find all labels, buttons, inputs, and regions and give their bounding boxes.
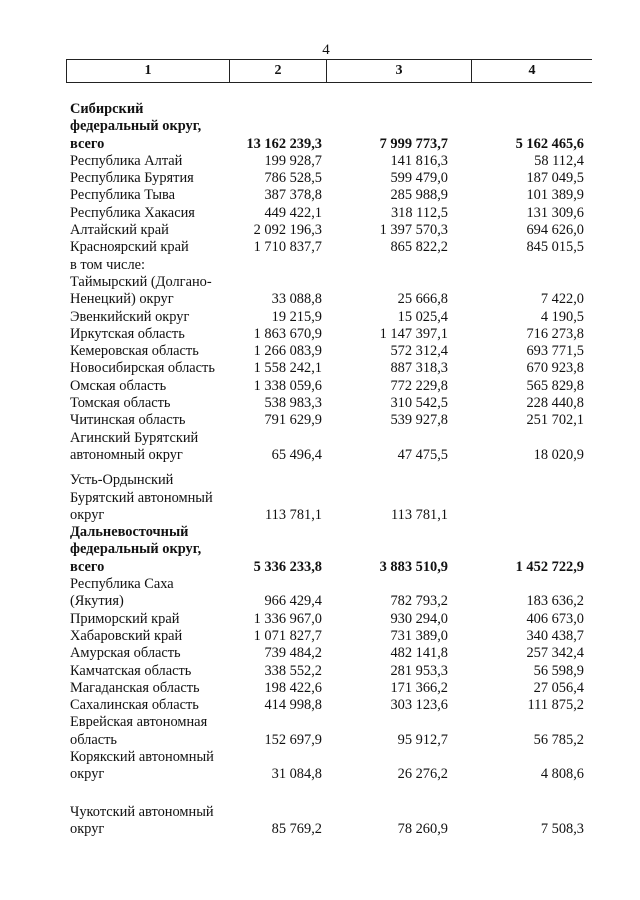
value-cell-v3: 406 673,0 <box>526 610 584 627</box>
value-cell-v3: 1 452 722,9 <box>515 558 584 575</box>
value-cell-v3: 183 636,2 <box>526 593 584 610</box>
value-cell-v2: 318 112,5 <box>390 204 448 221</box>
value-cell-v3: 56 785,2 <box>533 731 584 748</box>
value-cell-v2: 539 927,8 <box>390 412 448 429</box>
row-label <box>70 628 230 645</box>
row-label-line: Алтайский край <box>70 222 169 239</box>
row-label-line: Магаданская область <box>70 679 200 696</box>
row-label <box>70 472 230 524</box>
row-label <box>70 205 230 222</box>
row-label <box>70 663 230 680</box>
value-cell-v1: 65 496,4 <box>271 446 322 463</box>
row-label <box>70 645 230 662</box>
table-row <box>0 187 640 204</box>
table-row <box>0 291 640 308</box>
row-label <box>70 187 230 204</box>
row-label-line: Агинский Бурятский <box>70 429 199 446</box>
table-row <box>0 343 640 360</box>
data-table-body <box>0 101 640 838</box>
value-cell-v1: 19 215,9 <box>271 308 322 325</box>
row-label-line: Приморский край <box>70 610 180 627</box>
row-label-line: Корякский автономный <box>70 748 214 765</box>
value-cell-v1: 198 422,6 <box>264 679 322 696</box>
value-cell-v2: 1 147 397,1 <box>379 325 448 342</box>
value-cell-v1: 13 162 239,3 <box>246 135 322 152</box>
value-cell-v3: 131 309,6 <box>526 204 584 221</box>
value-cell-v1: 387 378,8 <box>264 187 322 204</box>
value-cell-v1: 113 781,1 <box>264 506 322 523</box>
value-cell-v2: 930 294,0 <box>390 610 448 627</box>
value-cell-v2: 731 389,0 <box>390 627 448 644</box>
value-cell-v1: 33 088,8 <box>271 291 322 308</box>
value-cell-v2: 303 123,6 <box>390 697 448 714</box>
row-label-line: Республика Саха <box>70 576 174 593</box>
row-label-line: Сибирский <box>70 101 144 117</box>
row-label <box>70 239 230 291</box>
table-row <box>0 205 640 222</box>
row-label <box>70 697 230 714</box>
row-label <box>70 430 230 465</box>
column-header-1: 1 <box>67 60 230 83</box>
value-cell-v3: 111 875,2 <box>527 697 584 714</box>
row-label-line: Сахалинская область <box>70 697 199 714</box>
row-label-line: Республика Алтай <box>70 152 183 169</box>
value-cell-v2: 95 912,7 <box>397 731 448 748</box>
table-row <box>0 170 640 187</box>
row-label-line: Кемеровская область <box>70 343 199 360</box>
value-cell-v3: 56 598,9 <box>533 662 584 679</box>
value-cell-v2: 26 276,2 <box>397 766 448 783</box>
table-row <box>0 326 640 343</box>
value-cell-v3: 7 422,0 <box>540 291 584 308</box>
row-label-line: округ <box>70 820 105 837</box>
row-label-line: Новосибирская область <box>70 360 215 377</box>
value-cell-v1: 1 558 242,1 <box>253 360 322 377</box>
value-cell-v2: 47 475,5 <box>397 446 448 463</box>
value-cell-v3: 716 273,8 <box>526 325 584 342</box>
value-cell-v3: 18 020,9 <box>533 446 584 463</box>
table-row <box>0 360 640 377</box>
row-label <box>70 291 230 308</box>
row-label-line: Камчатская область <box>70 662 192 679</box>
value-cell-v3: 694 626,0 <box>526 222 584 239</box>
table-row <box>0 611 640 628</box>
value-cell-v1: 199 928,7 <box>264 152 322 169</box>
value-cell-v1: 1 863 670,9 <box>253 325 322 342</box>
row-label-line: автономный округ <box>70 446 183 463</box>
value-cell-v2: 772 229,8 <box>390 377 448 394</box>
row-label-line: Усть-Ордынский <box>70 472 174 489</box>
table-row <box>0 153 640 170</box>
row-label-line: Читинская область <box>70 412 186 429</box>
page-number: 4 <box>322 42 330 58</box>
table-row <box>0 378 640 395</box>
row-label <box>70 749 230 784</box>
table-row <box>0 222 640 239</box>
table-row <box>0 524 640 576</box>
row-label-line: Ненецкий) округ <box>70 291 174 308</box>
value-cell-v3: 845 015,5 <box>526 239 584 256</box>
value-cell-v1: 85 769,2 <box>271 820 322 837</box>
value-cell-v2: 78 260,9 <box>397 820 448 837</box>
value-cell-v1: 1 071 827,7 <box>253 627 322 644</box>
value-cell-v2: 1 397 570,3 <box>379 222 448 239</box>
table-row <box>0 749 640 784</box>
value-cell-v3: 257 342,4 <box>526 645 584 662</box>
value-cell-v2: 7 999 773,7 <box>379 135 448 152</box>
row-label <box>70 611 230 628</box>
table-row <box>0 628 640 645</box>
row-label-line: округ <box>70 506 105 523</box>
table-row <box>0 309 640 326</box>
value-cell-v1: 1 336 967,0 <box>253 610 322 627</box>
value-cell-v2: 25 666,8 <box>397 291 448 308</box>
value-cell-v3: 228 440,8 <box>526 395 584 412</box>
value-cell-v3: 187 049,5 <box>526 170 584 187</box>
row-label <box>70 101 230 153</box>
value-cell-v1: 338 552,2 <box>264 662 322 679</box>
row-label-line: Красноярский край <box>70 239 189 256</box>
value-cell-v3: 340 438,7 <box>526 627 584 644</box>
table-row <box>0 101 640 153</box>
row-label <box>70 680 230 697</box>
table-row <box>0 412 640 429</box>
value-cell-v1: 1 338 059,6 <box>253 377 322 394</box>
row-label-line: Бурятский автономный <box>70 489 213 506</box>
table-row <box>0 804 640 839</box>
row-label-line: Амурская область <box>70 645 181 662</box>
value-cell-v1: 449 422,1 <box>264 204 322 221</box>
table-row <box>0 663 640 680</box>
table-row <box>0 697 640 714</box>
table-row <box>0 576 640 611</box>
value-cell-v1: 1 710 837,7 <box>253 239 322 256</box>
row-label <box>70 804 230 839</box>
row-label <box>70 222 230 239</box>
row-label-line: всего <box>70 135 105 152</box>
row-label-line: Томская область <box>70 395 171 412</box>
value-cell-v2: 865 822,2 <box>390 239 448 256</box>
row-label-line: Республика Бурятия <box>70 170 194 187</box>
value-cell-v1: 791 629,9 <box>264 412 322 429</box>
value-cell-v2: 782 793,2 <box>390 593 448 610</box>
table-row <box>0 430 640 465</box>
value-cell-v2: 141 816,3 <box>390 152 448 169</box>
row-label-line: Еврейская автономная <box>70 714 208 731</box>
row-label-line: Чукотский автономный <box>70 803 214 820</box>
value-cell-v2: 281 953,3 <box>390 662 448 679</box>
table-row <box>0 645 640 662</box>
row-spacer <box>0 464 640 472</box>
row-label-line: Республика Тыва <box>70 187 175 204</box>
value-cell-v3: 693 771,5 <box>526 343 584 360</box>
row-label <box>70 714 230 749</box>
row-label-line: Иркутская область <box>70 325 185 342</box>
value-cell-v1: 152 697,9 <box>264 731 322 748</box>
row-label-line: федеральный округ, <box>70 118 202 135</box>
row-label-line: Дальневосточный <box>70 524 189 541</box>
row-label-line: Республика Хакасия <box>70 204 195 221</box>
row-label <box>70 395 230 412</box>
row-label <box>70 576 230 611</box>
row-spacer <box>0 784 640 804</box>
column-header-3: 3 <box>327 60 472 83</box>
value-cell-v2: 15 025,4 <box>397 308 448 325</box>
value-cell-v3: 101 389,9 <box>526 187 584 204</box>
row-label <box>70 343 230 360</box>
row-label <box>70 153 230 170</box>
row-label <box>70 360 230 377</box>
row-label <box>70 412 230 429</box>
row-label-line: Эвенкийский округ <box>70 308 190 325</box>
row-label <box>70 378 230 395</box>
row-label-line: область <box>70 731 117 748</box>
value-cell-v1: 786 528,5 <box>264 170 322 187</box>
value-cell-v3: 565 829,8 <box>526 377 584 394</box>
row-label <box>70 524 230 576</box>
value-cell-v2: 310 542,5 <box>390 395 448 412</box>
row-label-line: округ <box>70 766 105 783</box>
value-cell-v2: 599 479,0 <box>390 170 448 187</box>
value-cell-v3: 4 190,5 <box>540 308 584 325</box>
value-cell-v2: 113 781,1 <box>390 506 448 523</box>
value-cell-v2: 171 366,2 <box>390 679 448 696</box>
table-row <box>0 680 640 697</box>
row-label <box>70 170 230 187</box>
row-label-line: федеральный округ, <box>70 541 202 558</box>
value-cell-v3: 27 056,4 <box>533 679 584 696</box>
column-header-row <box>66 59 592 83</box>
value-cell-v1: 5 336 233,8 <box>253 558 322 575</box>
value-cell-v3: 58 112,4 <box>534 152 584 169</box>
value-cell-v2: 887 318,3 <box>390 360 448 377</box>
value-cell-v2: 285 988,9 <box>390 187 448 204</box>
table-row <box>0 239 640 291</box>
value-cell-v3: 4 808,6 <box>540 766 584 783</box>
value-cell-v2: 482 141,8 <box>390 645 448 662</box>
row-label <box>70 326 230 343</box>
value-cell-v3: 7 508,3 <box>540 820 584 837</box>
value-cell-v1: 966 429,4 <box>264 593 322 610</box>
value-cell-v1: 31 084,8 <box>271 766 322 783</box>
row-label-line: Хабаровский край <box>70 627 183 644</box>
table-row <box>0 472 640 524</box>
table-row <box>0 714 640 749</box>
value-cell-v2: 3 883 510,9 <box>379 558 448 575</box>
table-row <box>0 395 640 412</box>
value-cell-v1: 1 266 083,9 <box>253 343 322 360</box>
value-cell-v1: 414 998,8 <box>264 697 322 714</box>
value-cell-v1: 2 092 196,3 <box>253 222 322 239</box>
row-label-line: (Якутия) <box>70 593 124 610</box>
row-label-line: Таймырский (Долгано- <box>70 273 212 290</box>
value-cell-v1: 538 983,3 <box>264 395 322 412</box>
value-cell-v3: 5 162 465,6 <box>515 135 584 152</box>
value-cell-v3: 670 923,8 <box>526 360 584 377</box>
column-header-4: 4 <box>472 60 593 83</box>
value-cell-v1: 739 484,2 <box>264 645 322 662</box>
value-cell-v3: 251 702,1 <box>526 412 584 429</box>
row-label-line: в том числе: <box>70 256 146 273</box>
value-cell-v2: 572 312,4 <box>390 343 448 360</box>
row-label-line: всего <box>70 558 105 575</box>
row-label <box>70 309 230 326</box>
row-label-line: Омская область <box>70 377 167 394</box>
column-header-2: 2 <box>230 60 327 83</box>
